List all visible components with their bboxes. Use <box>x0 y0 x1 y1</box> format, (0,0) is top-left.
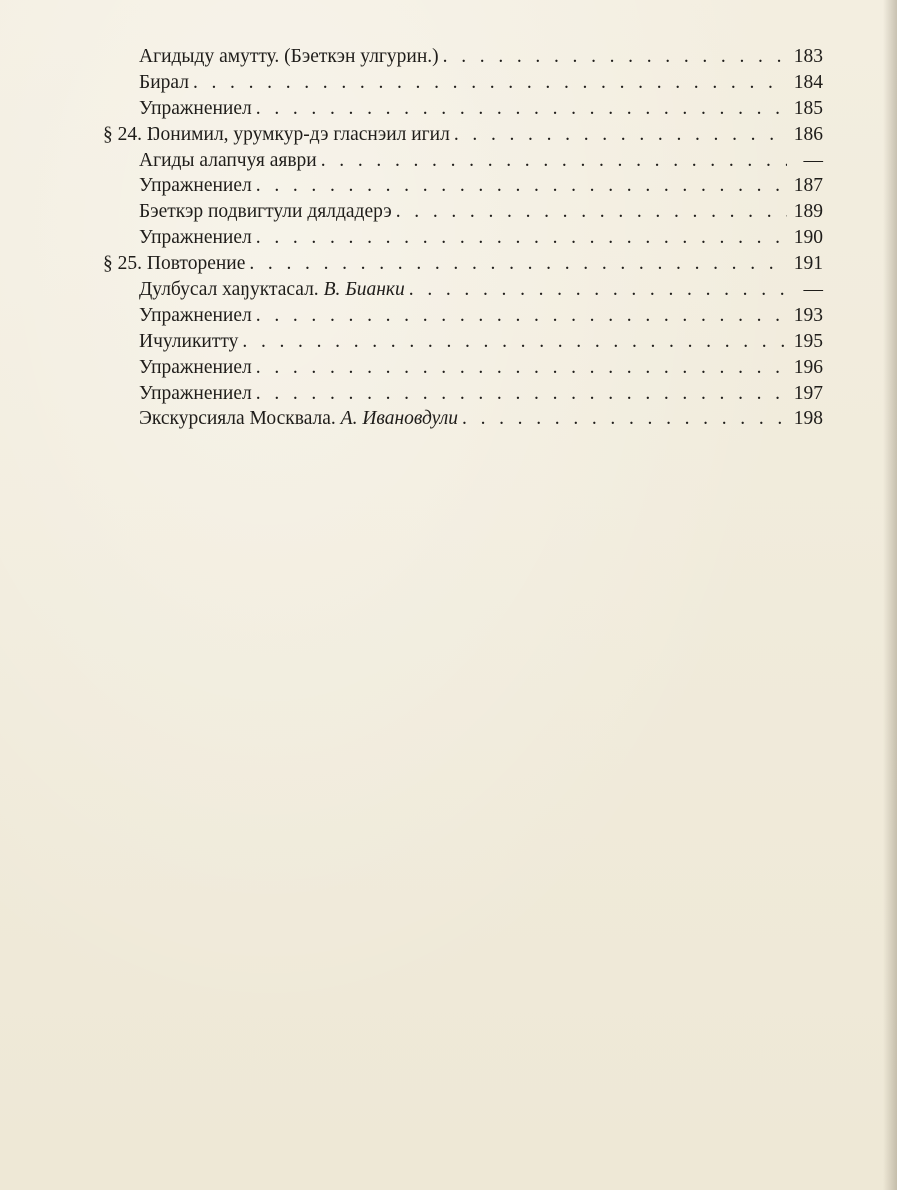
toc-entry-title: Упражнениел <box>139 175 252 197</box>
toc-entry-label <box>103 173 252 199</box>
toc-entry-label <box>103 277 405 303</box>
toc-entry-label <box>103 251 245 277</box>
toc-entry <box>103 96 823 122</box>
toc-entry <box>103 70 823 96</box>
leader-dots <box>256 173 787 199</box>
toc-section-entry <box>103 251 823 277</box>
toc-entry-label <box>103 303 252 329</box>
leader-dots <box>193 70 787 96</box>
leader-dots <box>256 303 787 329</box>
toc-entry-label <box>103 44 439 70</box>
toc-entry-author: В. Бианки <box>323 279 405 301</box>
toc-entry <box>103 225 823 251</box>
toc-entry-title: Дулбусал хаŋуктасал. <box>139 279 319 301</box>
toc-entry-label <box>103 199 392 225</box>
toc-entry-title: Бэеткэр подвигтули дялдадерэ <box>139 201 392 223</box>
toc-entry <box>103 199 823 225</box>
toc-page-number: 196 <box>793 356 823 378</box>
leader-dots <box>256 225 787 251</box>
toc-section-entry <box>103 122 823 148</box>
leader-dots <box>256 96 787 122</box>
toc-entry-title: Ичуликитту <box>139 330 239 352</box>
leader-dots <box>443 44 787 70</box>
toc-page-number: 191 <box>793 253 823 275</box>
toc-entry-label <box>103 122 450 148</box>
leader-dots <box>242 329 787 355</box>
toc-entry <box>103 381 823 407</box>
toc-entry-label <box>103 70 189 96</box>
toc-entry-label <box>103 96 252 122</box>
leader-dots <box>249 251 787 277</box>
toc-entry <box>103 148 823 174</box>
leader-dots <box>256 355 787 381</box>
toc-page-number: 190 <box>793 227 823 249</box>
toc-entry-title: Агиды алапчуя аяври <box>139 149 317 171</box>
toc-page-number: 197 <box>793 382 823 404</box>
toc-entry-title: Упражнениел <box>139 97 252 119</box>
toc-section-title: § 25. Повторение <box>103 253 246 275</box>
toc-section-title: § 24. Ŋонимил, урумкур-дэ гласнэил игил <box>103 123 450 145</box>
toc-page-number: 195 <box>793 330 823 352</box>
toc-entry-title: Упражнениел <box>139 356 252 378</box>
toc-entry <box>103 44 823 70</box>
toc-page-number: 189 <box>793 201 823 223</box>
toc-entry-label <box>103 355 252 381</box>
leader-dots <box>256 381 787 407</box>
leader-dots <box>409 277 787 303</box>
toc-entry-title: Бирал <box>139 71 189 93</box>
toc-page-number: 198 <box>793 408 823 430</box>
toc-entry-title: Упражнениел <box>139 304 252 326</box>
toc-entry-title: Упражнениел <box>139 227 252 249</box>
toc-page-number: 185 <box>793 97 823 119</box>
toc-entry-title: Экскурсияла Москвала. <box>139 408 336 430</box>
leader-dots <box>462 406 787 432</box>
toc-page-number: 186 <box>793 123 823 145</box>
toc-entry-label <box>103 329 238 355</box>
leader-dots <box>396 199 787 225</box>
toc-page-number: 184 <box>793 71 823 93</box>
toc-entry <box>103 329 823 355</box>
toc-entry-author: А. Ивановдули <box>340 408 459 430</box>
toc-entry <box>103 406 823 432</box>
toc-entry <box>103 173 823 199</box>
toc-entry-label <box>103 381 252 407</box>
toc-entry-label <box>103 148 317 174</box>
toc-entry <box>103 303 823 329</box>
toc-entry <box>103 355 823 381</box>
toc-page-number: — <box>803 149 823 171</box>
toc-page-number: 193 <box>793 304 823 326</box>
leader-dots <box>454 122 787 148</box>
toc-page-number: — <box>803 279 823 301</box>
page-edge-shadow <box>883 0 897 1190</box>
toc-entry-label <box>103 406 458 432</box>
leader-dots <box>321 148 787 174</box>
toc-page-number: 183 <box>793 46 823 67</box>
toc-entry-title: Упражнениел <box>139 382 252 404</box>
table-of-contents <box>103 44 823 432</box>
toc-entry-title: Агидыду амутту. (Бэеткэн улгурин.) <box>139 46 439 67</box>
toc-entry <box>103 277 823 303</box>
toc-entry-label <box>103 225 252 251</box>
toc-page-number: 187 <box>793 175 823 197</box>
